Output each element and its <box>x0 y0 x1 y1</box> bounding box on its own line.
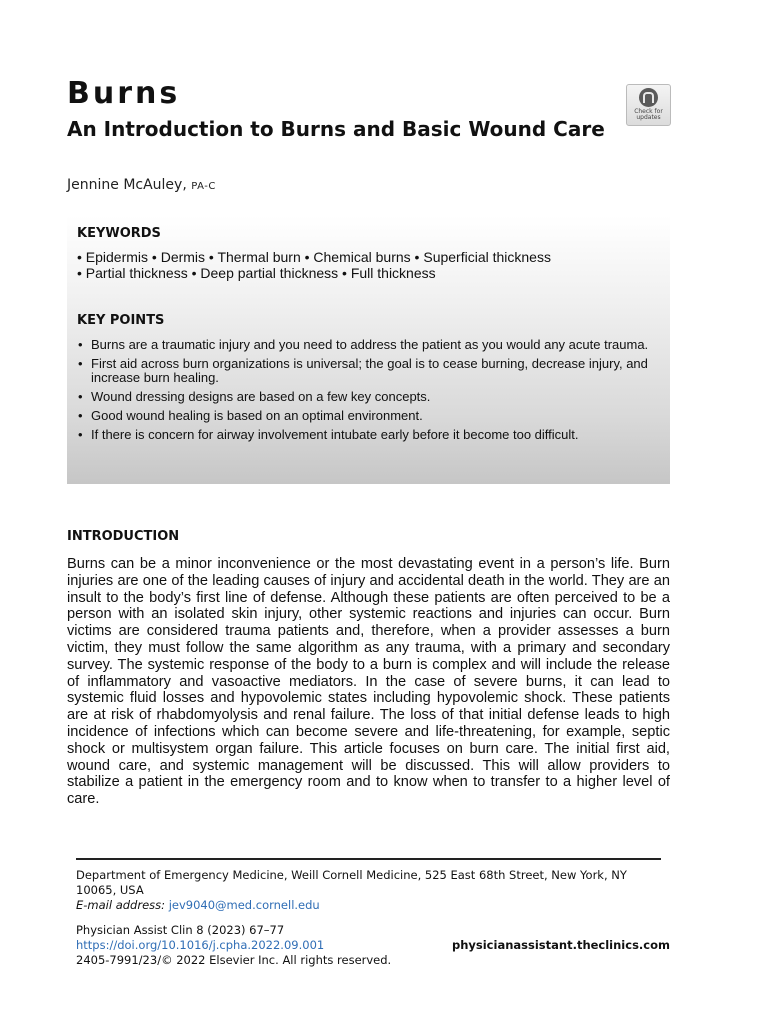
keywords-keypoints-box <box>67 216 670 484</box>
email-link[interactable]: jev9040@med.cornell.edu <box>168 898 320 912</box>
article-subtitle: An Introduction to Burns and Basic Wound Care <box>67 117 605 141</box>
introduction-paragraph: Burns can be a minor inconvenience or the most devastating event in a person’s life. Burn injuries are one of the leading causes of injury and accidental death in the world. They are an insult to the body’s first line of defense. Although these patients are often perceived to be a person with an isolated skin injury, other systemic reactions and injuries can occur. Burn victims are considered trauma patients and, therefore, when a provider assesses a burn victim, they must follow the same algorithm as any trauma, with a primary and secondary survey. The systemic response of the body to a burn is complex and will include the release of inflammatory and vasoactive mediators. In the case of severe burns, it can lead to systemic fluid losses and hypovolemic states including hypovolemic shock. These patients are at risk of rhabdomyolysis and renal failure. The loss of that initial defense leads to high incidence of infections which can become severe and life-threatening, for example, septic shock or multisystem organ failure. This article focuses on burn care. The initial first aid, wound care, and systemic management will be discussed. This will allow providers to stabilize a patient in the emergency room and to know when to transfer to a higher level of care. <box>67 556 670 808</box>
key-point-item <box>77 338 662 352</box>
affiliation: Department of Emergency Medicine, Weill Cornell Medicine, 525 East 68th Street, New York, NY 10065, USA <box>76 868 627 897</box>
key-point-text: If there is concern for airway involvement intubate early before it become too difficult. <box>91 427 579 442</box>
key-point-text: Good wound healing is based on an optimal environment. <box>91 408 423 423</box>
copyright: 2405-7991/23/© 2022 Elsevier Inc. All rights reserved. <box>76 953 392 967</box>
keywords-list <box>77 249 662 281</box>
bullet-icon: • <box>78 427 83 442</box>
badge-text: Check for updates <box>634 108 663 121</box>
author-name: Jennine McAuley, <box>67 177 187 193</box>
key-point-item <box>77 357 662 385</box>
key-point-item <box>77 409 662 423</box>
journal-citation: Physician Assist Clin 8 (2023) 67–77 <box>76 923 285 937</box>
key-point-text: Burns are a traumatic injury and you need to address the patient as you would any acute trauma. <box>91 337 649 352</box>
key-point-item <box>77 428 662 442</box>
email-line <box>76 898 670 913</box>
introduction-heading: INTRODUCTION <box>67 529 180 544</box>
key-point-item <box>77 390 662 404</box>
check-for-updates-badge[interactable] <box>626 84 671 126</box>
footer-divider <box>76 858 661 860</box>
keywords-line: • Partial thickness • Deep partial thickness • Full thickness <box>77 265 436 281</box>
bullet-icon: • <box>78 408 83 423</box>
email-label: E-mail address: <box>76 898 166 912</box>
check-for-updates-icon <box>639 88 658 107</box>
key-point-text: First aid across burn organizations is universal; the goal is to cease burning, decrease injury, and increase burn healing. <box>91 356 648 385</box>
author-line <box>67 177 216 193</box>
doi-text[interactable]: https://doi.org/10.1016/j.cpha.2022.09.001 <box>76 938 325 952</box>
keywords-line: • Epidermis • Dermis • Thermal burn • Chemical burns • Superficial thickness <box>77 249 551 265</box>
key-points-list <box>77 338 662 447</box>
bullet-icon: • <box>78 356 83 371</box>
key-point-text: Wound dressing designs are based on a few key concepts. <box>91 389 431 404</box>
article-title: Burns <box>67 76 181 111</box>
bullet-icon: • <box>78 389 83 404</box>
author-credentials: PA-C <box>191 181 216 192</box>
journal-website[interactable]: physicianassistant.theclinics.com <box>451 938 670 952</box>
key-points-heading: KEY POINTS <box>77 313 165 328</box>
bullet-icon: • <box>78 337 83 352</box>
keywords-heading: KEYWORDS <box>77 226 161 241</box>
